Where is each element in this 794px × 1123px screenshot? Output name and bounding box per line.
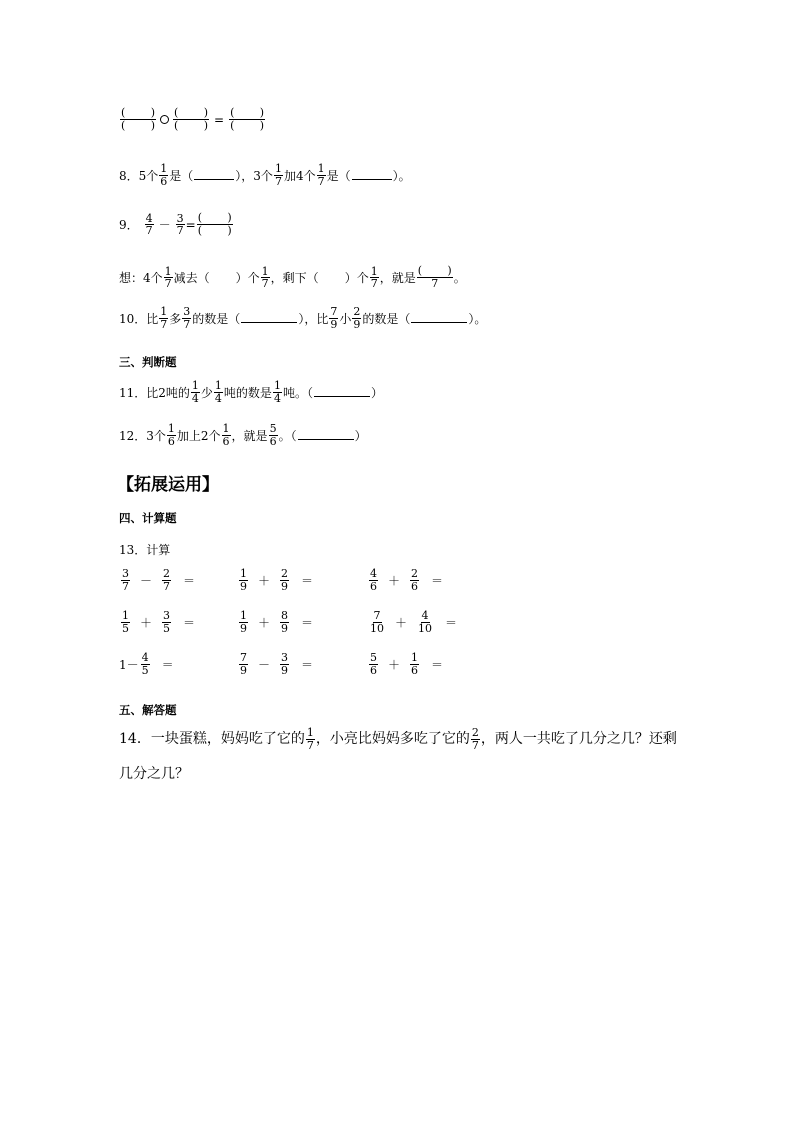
fraction: $\frac{1}{6}$ (160, 162, 168, 188)
fraction: $\frac{1}{5}$ (122, 609, 129, 635)
question-13: 13．计算 (119, 543, 171, 557)
blank-fraction[interactable]: ( ) 7 (417, 264, 452, 291)
calc-item: $\frac{1}{9}$ ＋ $\frac{2}{9}$ ＝ (240, 567, 314, 593)
fraction: $\frac{3}{5}$ (163, 609, 171, 635)
section-heading: 五、解答题 (119, 703, 177, 717)
fraction: $\frac{3}{7}$ (183, 305, 191, 331)
think-line: 想：4个 $\frac{1}{7}$ 减去（ ）个 $\frac{1}{7}$ ，剩下（ ）个 $\frac{1}{7}$ ，就是 ( ) 7 。 (119, 264, 466, 291)
fraction: $\frac{1}{4}$ (273, 379, 281, 405)
calc-item: $\frac{5}{6}$ ＋ $\frac{1}{6}$ ＝ (370, 651, 444, 677)
fraction: $\frac{7}{9}$ (240, 651, 247, 677)
fraction: $\frac{1}{6}$ (167, 422, 175, 448)
blank-fraction: ( ) ( ) (174, 106, 208, 133)
fraction: $\frac{5}{6}$ (269, 422, 277, 448)
fraction: $\frac{4}{7}$ (145, 211, 153, 238)
question-14: 14．一块蛋糕，妈妈吃了它的 $\frac{1}{7}$ ，小亮比妈妈多吃了它的 $\frac{2}{7}$ ，两人一共吃了几分之几？还剩 几分之几？ (119, 726, 677, 782)
calc-item: $\frac{1}{5}$ ＋ $\frac{3}{5}$ ＝ (122, 609, 196, 635)
answer-blank[interactable] (194, 170, 234, 180)
fraction: $\frac{1}{6}$ (411, 651, 419, 677)
fraction: $\frac{1}{7}$ (370, 264, 378, 291)
fraction: $\frac{3}{9}$ (281, 651, 289, 677)
fraction: $\frac{1}{7}$ (160, 305, 168, 331)
blank-fraction[interactable]: ( ) ( ) (197, 211, 232, 238)
fraction: $\frac{1}{6}$ (222, 422, 230, 448)
fraction: $\frac{8}{9}$ (281, 609, 289, 635)
section-header: 【拓展运用】 (117, 475, 219, 495)
fraction: $\frac{1}{4}$ (191, 379, 199, 405)
compare-circle-icon (160, 115, 169, 124)
fraction: $\frac{1}{7}$ (317, 162, 325, 188)
fraction: $\frac{7}{10}$ (370, 609, 384, 635)
fraction: $\frac{1}{9}$ (240, 609, 247, 635)
fraction: $\frac{7}{9}$ (330, 305, 338, 331)
fraction: $\frac{3}{7}$ (176, 211, 184, 238)
blank-fraction: ( ) ( ) (121, 106, 155, 133)
question-9: 9． $\frac{4}{7}$ － $\frac{3}{7}$ = ( ) ( ) (119, 211, 232, 238)
calc-item: $\frac{3}{7}$ － $\frac{2}{7}$ ＝ (122, 567, 196, 593)
section-heading: 三、判断题 (119, 355, 177, 369)
fraction: $\frac{3}{7}$ (122, 567, 129, 593)
calc-item: 1－ $\frac{4}{5}$ ＝ (119, 651, 174, 677)
fraction: $\frac{1}{7}$ (306, 726, 314, 752)
section-heading: 四、计算题 (119, 511, 177, 525)
answer-blank[interactable] (352, 170, 392, 180)
question-8: 8．5个 $\frac{1}{6}$ 是（ ），3个 $\frac{1}{7}$ 加4个 $\frac{1}{7}$ 是（ ）。 (119, 162, 411, 188)
fraction: $\frac{2}{7}$ (471, 726, 479, 752)
fraction: $\frac{5}{6}$ (370, 651, 377, 677)
fraction: $\frac{2}{6}$ (411, 567, 419, 593)
blank-expression: ( ) ( ) ( ) ( ) = ( ) ( ) (121, 106, 265, 133)
question-10: 10．比 $\frac{1}{7}$ 多 $\frac{3}{7}$ 的数是（ ），比 $\frac{7}{9}$ 小 $\frac{2}{9}$ 的数是（ ）。 (119, 305, 487, 331)
fraction: $\frac{4}{6}$ (370, 567, 377, 593)
calc-item: $\frac{4}{6}$ ＋ $\frac{2}{6}$ ＝ (370, 567, 444, 593)
calc-item: $\frac{7}{10}$ ＋ $\frac{4}{10}$ ＝ (370, 609, 458, 635)
fraction: $\frac{1}{7}$ (164, 264, 172, 291)
fraction: $\frac{2}{7}$ (163, 567, 171, 593)
answer-blank[interactable] (411, 313, 467, 323)
fraction: $\frac{1}{7}$ (261, 264, 269, 291)
question-11: 11．比2吨的 $\frac{1}{4}$ 少 $\frac{1}{4}$ 吨的数是 $\frac{1}{4}$ 吨。（ ） (119, 379, 383, 405)
answer-blank[interactable] (298, 430, 354, 440)
fraction: $\frac{1}{9}$ (240, 567, 247, 593)
answer-blank[interactable] (241, 313, 297, 323)
fraction: $\frac{1}{4}$ (214, 379, 222, 405)
calc-item: $\frac{1}{9}$ ＋ $\frac{8}{9}$ ＝ (240, 609, 314, 635)
calc-item: $\frac{7}{9}$ － $\frac{3}{9}$ ＝ (240, 651, 314, 677)
fraction: $\frac{2}{9}$ (353, 305, 361, 331)
fraction: $\frac{4}{10}$ (418, 609, 433, 635)
blank-fraction: ( ) ( ) (230, 106, 265, 133)
question-12: 12．3个 $\frac{1}{6}$ 加上2个 $\frac{1}{6}$ ，就是 $\frac{5}{6}$ 。（ ） (119, 422, 367, 448)
fraction: $\frac{4}{5}$ (141, 651, 149, 677)
fraction: $\frac{1}{7}$ (274, 162, 282, 188)
fraction: $\frac{2}{9}$ (281, 567, 289, 593)
answer-blank[interactable] (314, 387, 370, 397)
